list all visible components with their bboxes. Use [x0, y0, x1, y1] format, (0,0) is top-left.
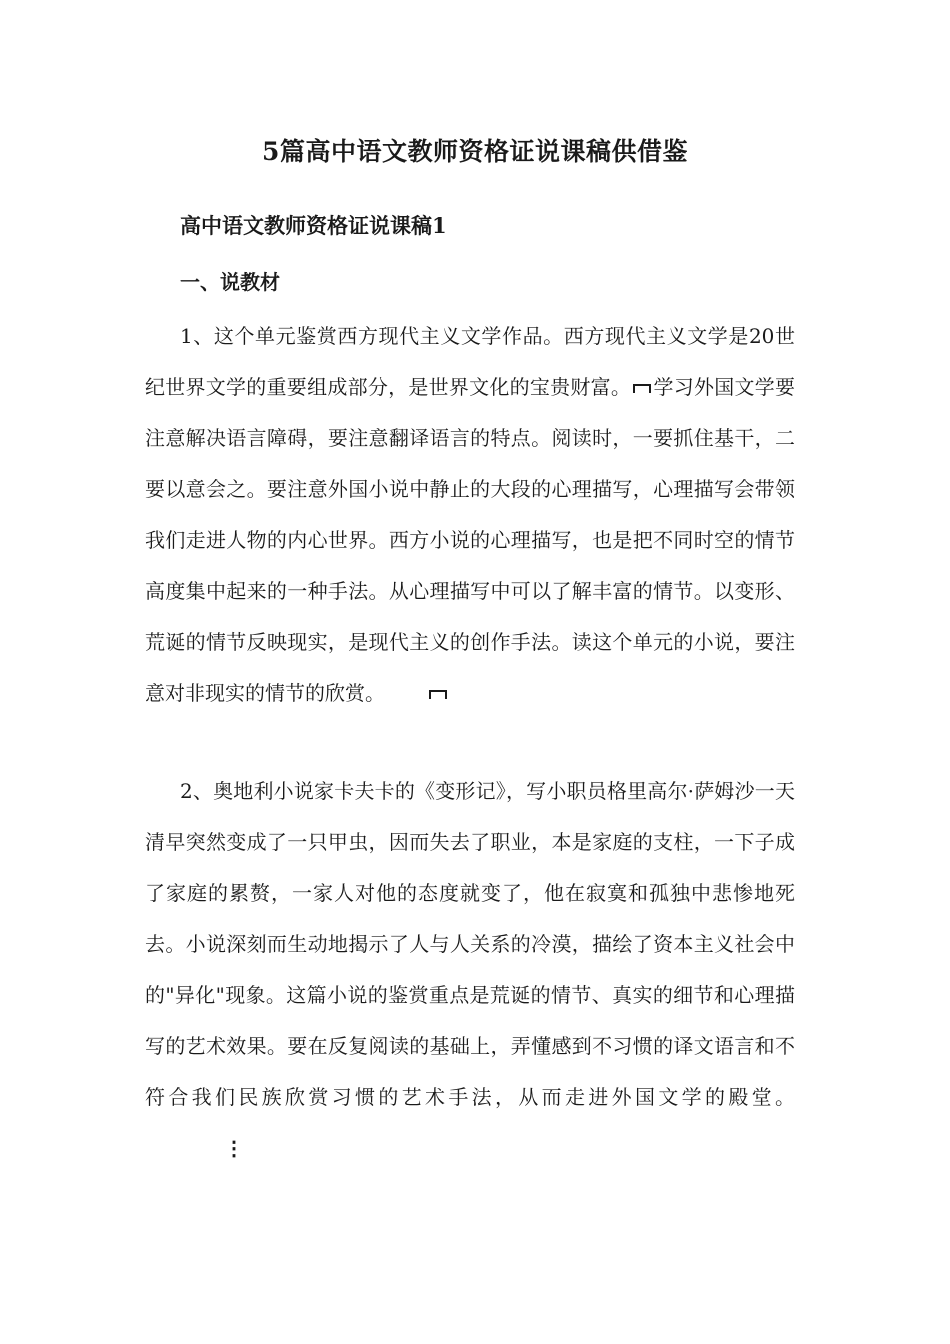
paragraph-1	[145, 311, 795, 719]
bracket-mark-icon	[633, 384, 651, 393]
paragraph-2	[145, 766, 795, 1174]
paragraph-2-text: 2、奥地利小说家卡夫卡的《变形记》，写小职员格里高尔·萨姆沙一天清早突然变成了一只甲虫，因而失去了职业，本是家庭的支柱，一下子成了家庭的累赘，一家人对他的态度就变了，他在寂寞和孤独中悲惨地死去。小说深刻而生动地揭示了人与人关系的冷漠，描绘了资本主义社会中的"异化"现象。这篇小说的鉴赏重点是荒诞的情节、真实的细节和心理描写的艺术效果。要在反复阅读的基础上，弄懂感到不习惯的译文语言和不符合我们民族欣赏习惯的艺术手法，从而走进外国文学的殿堂。	[145, 779, 795, 1109]
paragraph-1-text-b: 学习外国文学要注意解决语言障碍，要注意翻译语言的特点。阅读时，一要抓住基干，二要以意会之。要注意外国小说中静止的大段的心理描写，心理描写会带领我们走进人物的内心世界。西方小说的心理描写，也是把不同时空的情节高度集中起来的一种手法。从心理描写中可以了解丰富的情节。以变形、荒诞的情节反映现实，是现代主义的创作手法。读这个单元的小说，要注意对非现实的情节的欣赏。	[145, 375, 796, 705]
heading-teaching-material: 一、说教材	[180, 270, 280, 294]
paragraph-1-text-a: 1、这个单元鉴赏西方现代主义文学作品。西方现代主义文学是20世纪世界文学的重要组成部分，是世界文化的宝贵财富。	[145, 324, 795, 399]
document-title: 5篇高中语文教师资格证说课稿供借鉴	[262, 137, 688, 166]
bracket-mark-icon	[429, 690, 447, 699]
vertical-ellipsis-icon: ⋮	[224, 1136, 244, 1160]
section-title: 高中语文教师资格证说课稿1	[180, 213, 447, 238]
